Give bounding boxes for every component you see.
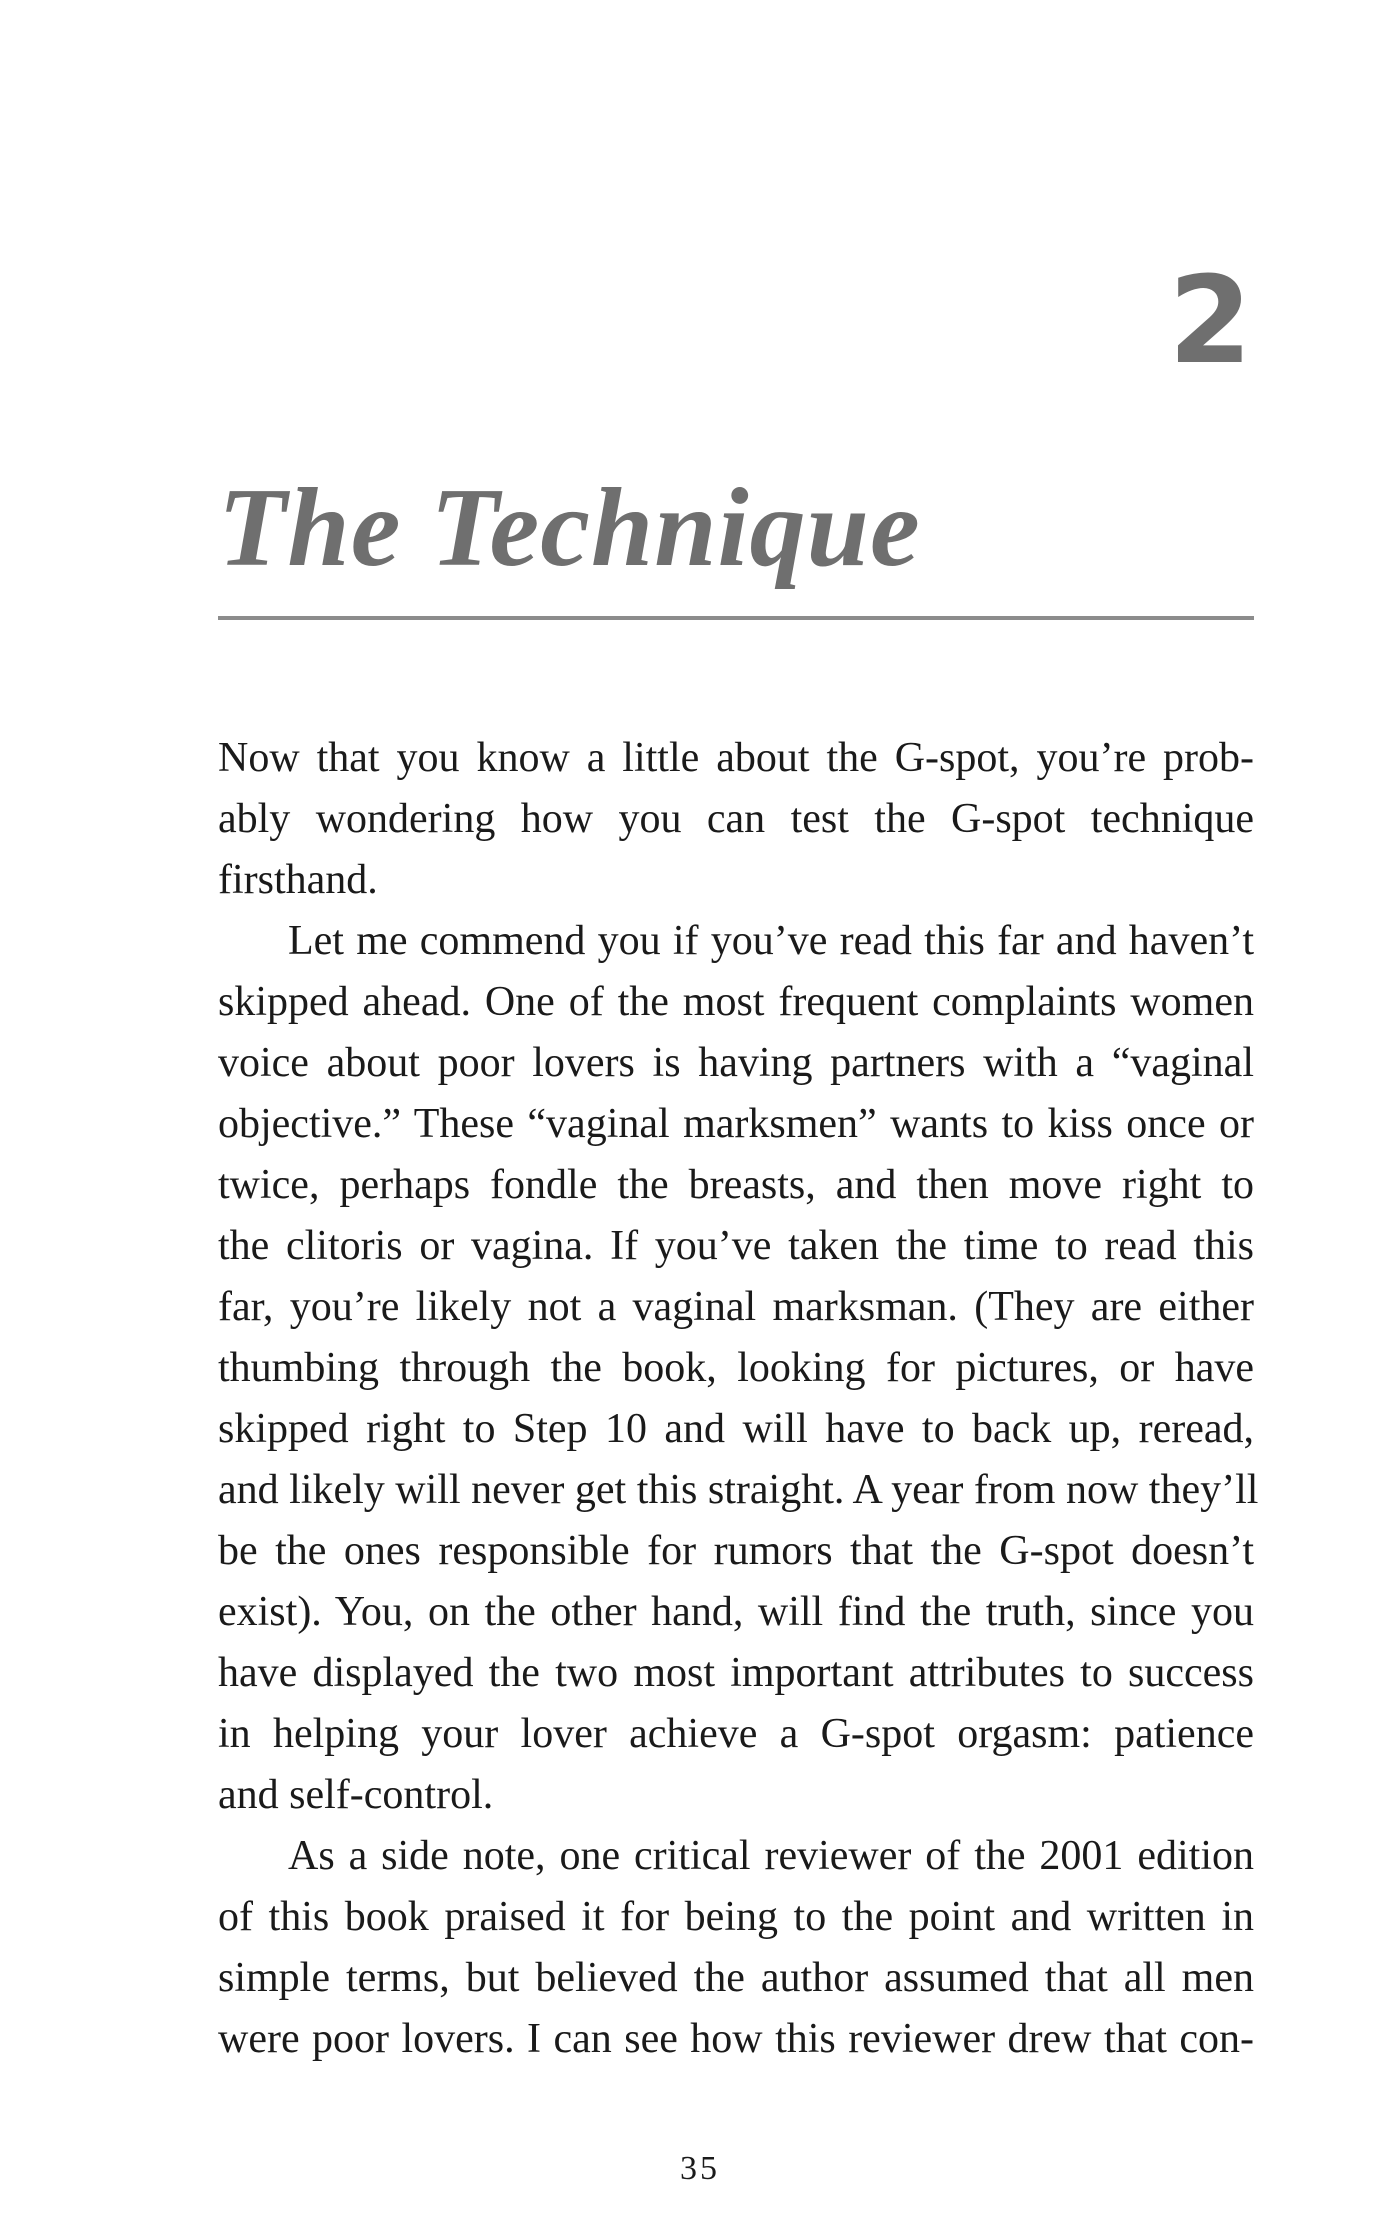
text-line: have displayed the two most important attributes to success [218,1650,1254,1696]
text-line: As a side note, one critical reviewer of the 2001 edition [288,1833,1254,1879]
text-line: and likely will never get this straight. A year from now they’ll [218,1467,1259,1513]
text-line: firsthand. [218,857,378,903]
text-line: voice about poor lovers is having partners with a “vaginal [218,1040,1254,1086]
page-number: 35 [680,2150,720,2187]
text-line: far, you’re likely not a vaginal marksman. (They are either [218,1284,1254,1330]
text-line: skipped right to Step 10 and will have to back up, reread, [218,1406,1254,1452]
chapter-title: The Technique [218,466,921,590]
text-line: of this book praised it for being to the point and written in [218,1894,1254,1940]
text-line: exist). You, on the other hand, will find the truth, since you [218,1589,1254,1635]
text-line: Let me commend you if you’ve read this far and haven’t [288,918,1254,964]
text-line: were poor lovers. I can see how this reviewer drew that con- [218,2016,1254,2062]
text-line: and self-control. [218,1772,494,1818]
text-line: skipped ahead. One of the most frequent complaints women [218,979,1254,1025]
text-line: simple terms, but believed the author assumed that all men [218,1955,1254,2001]
body-text [218,728,1259,2070]
chapter-number: 2 [1168,252,1252,391]
text-line: objective.” These “vaginal marksmen” wants to kiss once or [218,1101,1254,1147]
title-divider [218,616,1254,620]
text-line: be the ones responsible for rumors that the G-spot doesn’t [218,1528,1254,1574]
text-line: thumbing through the book, looking for pictures, or have [218,1345,1254,1391]
text-line: ably wondering how you can test the G-spot technique [218,796,1254,842]
text-line: twice, perhaps fondle the breasts, and then move right to [218,1162,1254,1208]
text-line: in helping your lover achieve a G-spot orgasm: patience [218,1711,1254,1757]
text-line: Now that you know a little about the G-spot, you’re prob- [218,735,1254,781]
text-line: the clitoris or vagina. If you’ve taken the time to read this [218,1223,1254,1269]
